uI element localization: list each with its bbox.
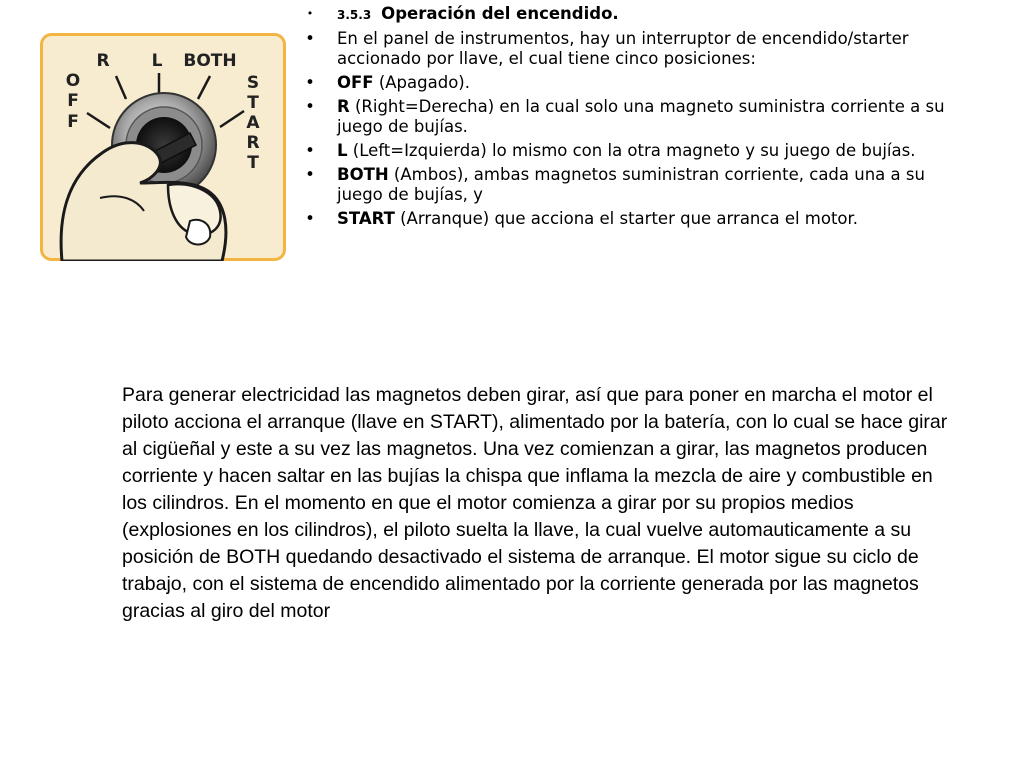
bullet-dot: •: [306, 7, 314, 20]
label-start-5: T: [247, 153, 259, 173]
ignition-switch-drawing: [40, 33, 286, 261]
bullet-dot: •: [305, 141, 315, 160]
list-item-text: (Arranque) que acciona el starter que arranca el motor.: [394, 209, 859, 228]
list-item-text: En el panel de instrumentos, hay un interruptor de encendido/starter accionado por llave, el cual tiene cinco posiciones:: [337, 29, 909, 68]
bullet-dot: •: [305, 209, 315, 228]
list-item-text: (Left=Izquierda) lo mismo con la otra magneto y su juego de bujías.: [347, 141, 916, 160]
label-both: BOTH: [183, 51, 237, 71]
list-item: [300, 73, 950, 93]
label-r: R: [96, 51, 110, 71]
list-item: [300, 209, 950, 229]
list-item: [300, 97, 950, 137]
list-item-text: (Ambos), ambas magnetos suministran corriente, cada una a su juego de bujías, y: [337, 165, 925, 204]
bullet-list: [300, 4, 950, 233]
label-off-3: F: [67, 112, 79, 132]
list-item: [300, 165, 950, 205]
list-item-text: (Right=Derecha) en la cual solo una magneto suministra corriente a su juego de bujías.: [337, 97, 945, 136]
section-number: 3.5.3: [337, 8, 372, 22]
label-start-1: S: [246, 73, 260, 93]
list-item-term: OFF: [337, 73, 374, 92]
bullet-dot: •: [305, 73, 315, 92]
label-off-1: O: [65, 71, 81, 91]
section-heading: [300, 4, 950, 25]
list-item-term: L: [337, 141, 348, 160]
bullet-dot: •: [305, 97, 315, 116]
list-item-term: START: [337, 209, 395, 228]
label-off-2: F: [67, 91, 79, 111]
fingertip: [186, 220, 210, 245]
label-start-4: R: [246, 133, 260, 153]
list-item-term: R: [337, 97, 350, 116]
label-start-2: T: [247, 93, 259, 113]
label-start-3: A: [246, 113, 260, 133]
section-title: Operación del encendido.: [381, 4, 619, 23]
list-item-text: (Apagado).: [373, 73, 470, 92]
ignition-switch-illustration: [40, 33, 286, 261]
list-item: [300, 29, 950, 69]
label-l: L: [151, 51, 163, 71]
bullet-dot: •: [305, 29, 315, 48]
list-item-term: BOTH: [337, 165, 389, 184]
bullet-dot: •: [305, 165, 315, 184]
body-paragraph: Para generar electricidad las magnetos deben girar, así que para poner en marcha el motor el piloto acciona el arranque (llave en START), alimentado por la batería, con lo cual se hace girar al cigüeñal y este a su vez las magnetos. Una vez comienzan a girar, las magnetos producen corriente y hacen saltar en las bujías la chispa que inflama la mezcla de aire y combustible en los cilindros. En el momento en que el motor comienza a girar por su propios medios (explosiones en los cilindros), el piloto suelta la llave, la cual vuelve automauticamente a su posición de BOTH quedando desactivado el sistema de arranque. El motor sigue su ciclo de trabajo, con el sistema de encendido alimentado por la corriente generada por las magnetos gracias al giro del motor: [122, 384, 948, 622]
list-item: [300, 141, 950, 161]
